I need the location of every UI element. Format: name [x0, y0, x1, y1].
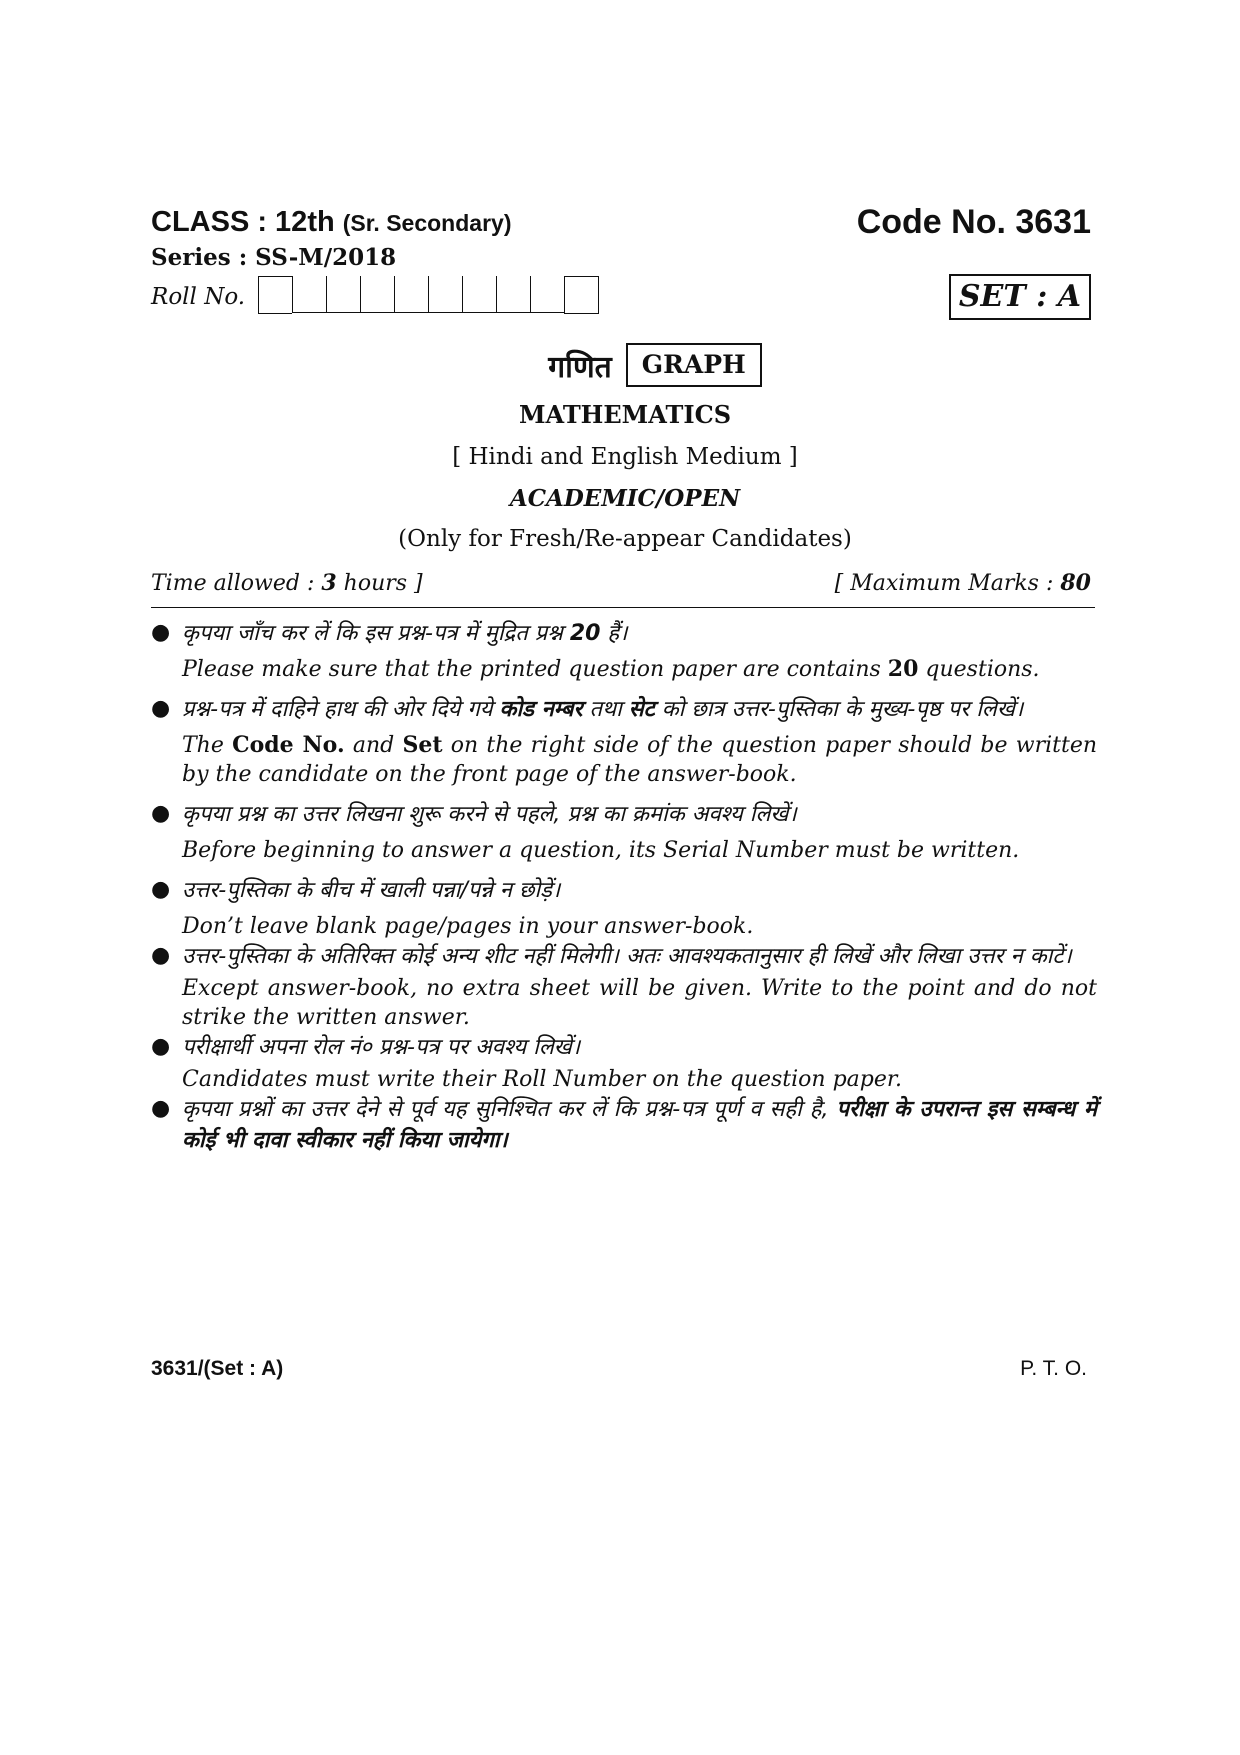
bullet-icon: ●: [151, 801, 171, 826]
roll-box[interactable]: [292, 276, 326, 313]
instruction-hindi: परीक्षार्थी अपना रोल नं० प्रश्न-पत्र पर अवश्य लिखें।: [182, 1035, 581, 1060]
roll-box[interactable]: [428, 276, 462, 313]
bullet-icon: ●: [151, 877, 171, 902]
instruction-hindi: कृपया प्रश्न का उत्तर लिखना शुरू करने से पहले, प्रश्न का क्रमांक अवश्य लिखें।: [182, 802, 797, 827]
instruction-item: [151, 694, 1097, 789]
instruction-english: Please make sure that the printed question paper are contains 20 questions.: [182, 656, 1040, 682]
time-allowed: Time allowed : 3 hours ]: [151, 570, 423, 596]
instruction-english: Before beginning to answer a question, its Serial Number must be written.: [182, 838, 1020, 863]
marks-value: 80: [1060, 570, 1091, 596]
maximum-marks: [ Maximum Marks : 80: [834, 570, 1091, 596]
instruction-hindi: उत्तर-पुस्तिका के अतिरिक्त कोई अन्य शीट नहीं मिलेगी। अतः आवश्यकतानुसार ही लिखें और लिखा उत्तर न काटें।: [182, 944, 1072, 969]
footer-pto: P. T. O.: [1020, 1357, 1087, 1380]
instruction-english: The Code No. and Set on the right side of the question paper should be written by the candidate on the front page of the answer-book.: [182, 732, 1098, 787]
instructions-list: [151, 618, 1097, 1156]
class-sub-label: (Sr. Secondary): [342, 210, 512, 236]
roll-box[interactable]: [394, 276, 428, 313]
stream-label: ACADEMIC/OPEN: [509, 485, 741, 512]
instruction-item: [151, 875, 1097, 941]
footer-code: 3631/(Set : A): [151, 1357, 284, 1380]
roll-box[interactable]: [360, 276, 394, 313]
roll-box[interactable]: [462, 276, 496, 313]
instruction-item: [151, 799, 1097, 865]
class-label: CLASS : 12th (Sr. Secondary): [151, 206, 512, 238]
bullet-icon: ●: [151, 620, 171, 645]
bullet-icon: ●: [151, 1096, 171, 1121]
roll-box[interactable]: [530, 276, 564, 313]
roll-box[interactable]: [258, 276, 292, 314]
subject-english: MATHEMATICS: [518, 400, 732, 429]
graph-tag: GRAPH: [626, 343, 762, 387]
series-label: Series : SS-M/2018: [151, 244, 397, 271]
instruction-hindi: कृपया प्रश्नों का उत्तर देने से पूर्व यह सुनिश्चित कर लें कि प्रश्न-पत्र पूर्ण व सही है, परीक्षा के उपरान्त इस सम्बन्ध में कोई भी दावा स्वीकार नहीं किया जायेगा।: [182, 1097, 1097, 1153]
roll-number-boxes[interactable]: [258, 276, 599, 314]
time-value: 3: [321, 570, 337, 596]
roll-box[interactable]: [326, 276, 360, 313]
divider: [151, 607, 1095, 608]
instruction-hindi: कृपया जाँच कर लें कि इस प्रश्न-पत्र में मुद्रित प्रश्न 20 हैं।: [182, 621, 628, 646]
instruction-hindi: उत्तर-पुस्तिका के बीच में खाली पन्ना/पन्ने न छोड़ें।: [182, 878, 561, 903]
set-badge: SET : A: [949, 274, 1091, 320]
bullet-icon: ●: [151, 696, 171, 721]
instruction-item: [151, 941, 1097, 1032]
instruction-english: Candidates must write their Roll Number on the question paper.: [182, 1067, 902, 1092]
code-number: Code No. 3631: [856, 203, 1091, 241]
candidates-label: (Only for Fresh/Re-appear Candidates): [398, 526, 852, 552]
roll-box[interactable]: [564, 276, 599, 314]
instruction-hindi: प्रश्न-पत्र में दाहिने हाथ की ओर दिये गये कोड नम्बर तथा सेट को छात्र उत्तर-पुस्तिका के मुख्य-पृष्ठ पर लिखें।: [182, 697, 1024, 722]
subject-hindi: गणित: [548, 349, 612, 385]
roll-number-label: Roll No.: [151, 284, 246, 310]
medium-label: [ Hindi and English Medium ]: [452, 444, 798, 470]
roll-box[interactable]: [496, 276, 530, 313]
subject-row: [0, 343, 1240, 387]
instruction-item: [151, 1094, 1097, 1156]
instruction-item: [151, 618, 1097, 684]
bullet-icon: ●: [151, 1034, 171, 1059]
instruction-english: Except answer-book, no extra sheet will be given. Write to the point and do not strike the written answer.: [182, 976, 1097, 1030]
instruction-item: [151, 1032, 1097, 1094]
bullet-icon: ●: [151, 943, 171, 968]
instruction-english: Don’t leave blank page/pages in your answer-book.: [182, 914, 754, 939]
